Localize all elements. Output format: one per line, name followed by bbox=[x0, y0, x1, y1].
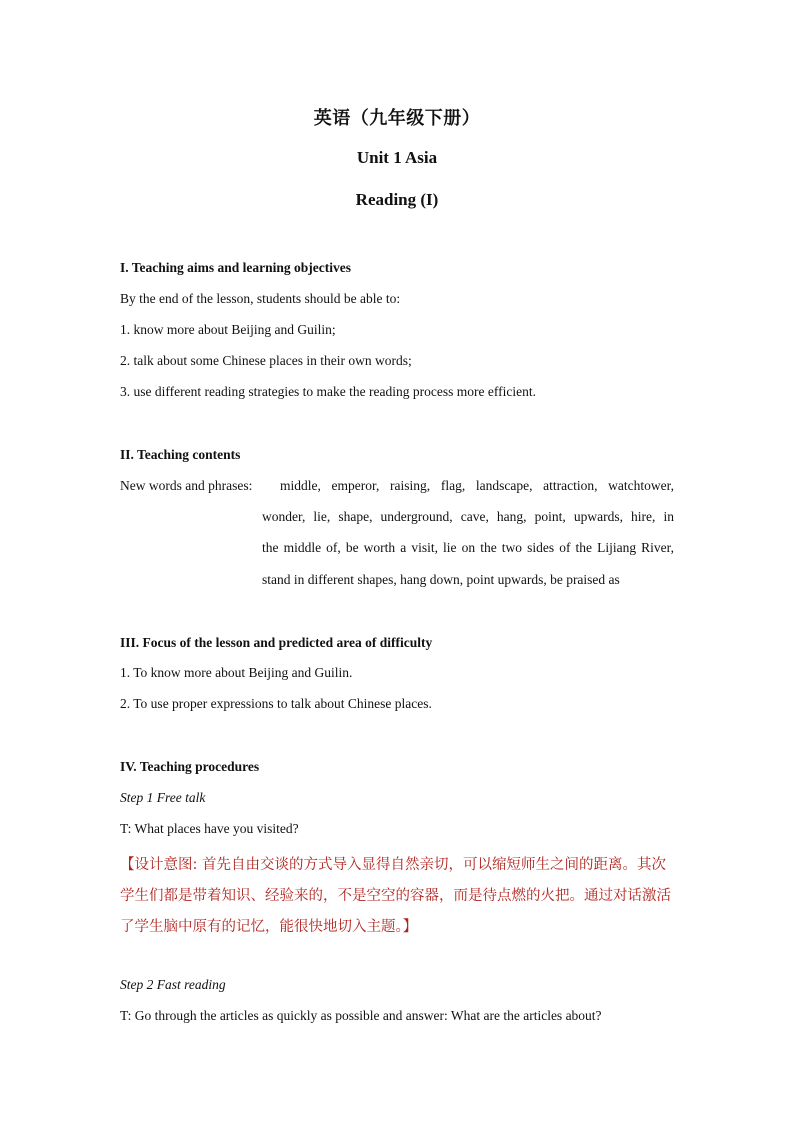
vocab-line: middle, emperor, raising, flag, landscape, attraction, watchtower, bbox=[280, 478, 674, 493]
focus-item: 2. To use proper expressions to talk about Chinese places. bbox=[120, 696, 432, 711]
step-title: Step 1 Free talk bbox=[120, 790, 206, 805]
step-title: Step 2 Fast reading bbox=[120, 977, 226, 992]
vocab-label: New words and phrases: bbox=[120, 478, 253, 493]
lesson-title: Reading (I) bbox=[355, 190, 439, 209]
section-heading-aims: I. Teaching aims and learning objectives bbox=[120, 260, 352, 275]
vocab-line: wonder, lie, shape, underground, cave, hang, point, upwards, hire, in bbox=[262, 509, 674, 524]
design-intent-note: 【设计意图: 首先自由交谈的方式导入显得自然亲切，可以缩短师生之间的距离。其次学生们都是带着知识、经验来的，不是空空的容器，而是待点燃的火把。通过对话激活了学生脑中原有的记忆，能很快地切入主题。】 bbox=[120, 857, 671, 935]
section-heading-focus: III. Focus of the lesson and predicted area of difficulty bbox=[120, 635, 433, 650]
unit-title: Unit 1 Asia bbox=[356, 148, 438, 167]
aim-item: 3. use different reading strategies to make the reading process more efficient. bbox=[120, 384, 536, 399]
section-heading-procedures: IV. Teaching procedures bbox=[120, 759, 260, 774]
document-title: 英语（九年级下册） bbox=[313, 108, 481, 129]
step-question: T: What places have you visited? bbox=[120, 821, 299, 836]
vocab-line: the middle of, be worth a visit, lie on the two sides of the Lijiang River, bbox=[262, 540, 674, 555]
step-question: T: Go through the articles as quickly as possible and answer: What are the articles about? bbox=[120, 1008, 602, 1023]
aim-item: 2. talk about some Chinese places in their own words; bbox=[120, 353, 412, 368]
aim-item: 1. know more about Beijing and Guilin; bbox=[120, 322, 336, 337]
vocab-line: stand in different shapes, hang down, point upwards, be praised as bbox=[262, 572, 620, 587]
focus-item: 1. To know more about Beijing and Guilin. bbox=[120, 665, 353, 680]
aims-intro: By the end of the lesson, students should be able to: bbox=[120, 291, 401, 306]
section-heading-contents: II. Teaching contents bbox=[120, 447, 241, 462]
